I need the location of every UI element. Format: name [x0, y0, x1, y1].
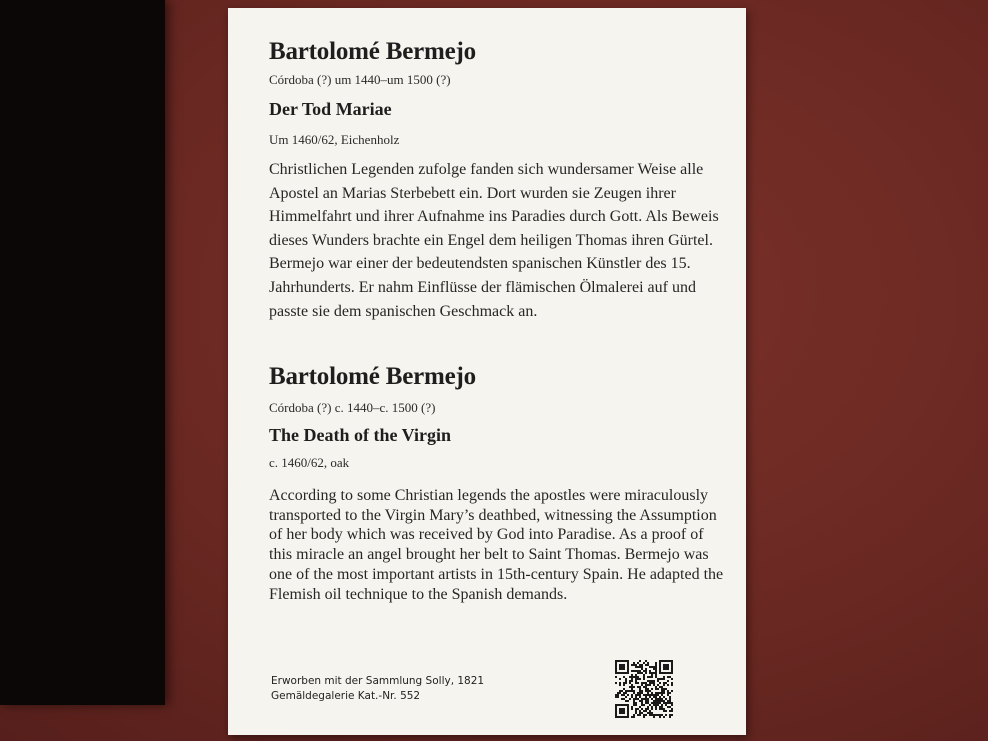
artist-dates-de: Córdoba (?) um 1440–um 1500 (?): [269, 72, 451, 87]
qr-code-icon[interactable]: [615, 660, 673, 718]
dark-wall-panel: [0, 0, 165, 705]
description-en: According to some Christian legends the apostles were miraculously transported to the Virgin Mary’s deathbed, witnessing the Assumption of her body which was received by God into Paradise. As a proof of this miracle an angel brought her belt to Saint Thomas. Bermejo was one of the most important artists in 15th-century Spain. He adapted the Flemish oil technique to the Spanish demands.: [269, 487, 724, 603]
catalogue-number: Gemäldegalerie Kat.-Nr. 552: [271, 690, 421, 702]
artwork-details-en: c. 1460/62, oak: [269, 455, 350, 470]
artist-dates-en: Córdoba (?) c. 1440–c. 1500 (?): [269, 400, 436, 415]
artist-name-en: Bartolomé Bermejo: [269, 363, 476, 390]
artist-name-de: Bartolomé Bermejo: [269, 38, 476, 65]
artwork-details-de: Um 1460/62, Eichenholz: [269, 132, 400, 147]
artwork-title-en: The Death of the Virgin: [269, 425, 451, 445]
museum-label-card: [228, 8, 746, 735]
artwork-title-de: Der Tod Mariae: [269, 99, 392, 119]
provenance-footer: [271, 674, 484, 704]
acquisition-note: Erworben mit der Sammlung Solly, 1821: [271, 675, 485, 687]
description-de: Christlichen Legenden zufolge fanden sich wundersamer Weise alle Apostel an Marias Sterbebett ein. Dort wurden sie Zeugen ihrer Himmelfahrt und ihrer Aufnahme ins Paradies durch Gott. Als Beweis dieses Wunders brachte ein Engel dem heiligen Thomas ihren Gürtel. Bermejo war einer der bedeutendsten spanischen Künstler des 15. Jahrhunderts. Er nahm Einflüsse der flämischen Ölmalerei auf und passte sie dem spanischen Geschmack an.: [269, 161, 719, 320]
